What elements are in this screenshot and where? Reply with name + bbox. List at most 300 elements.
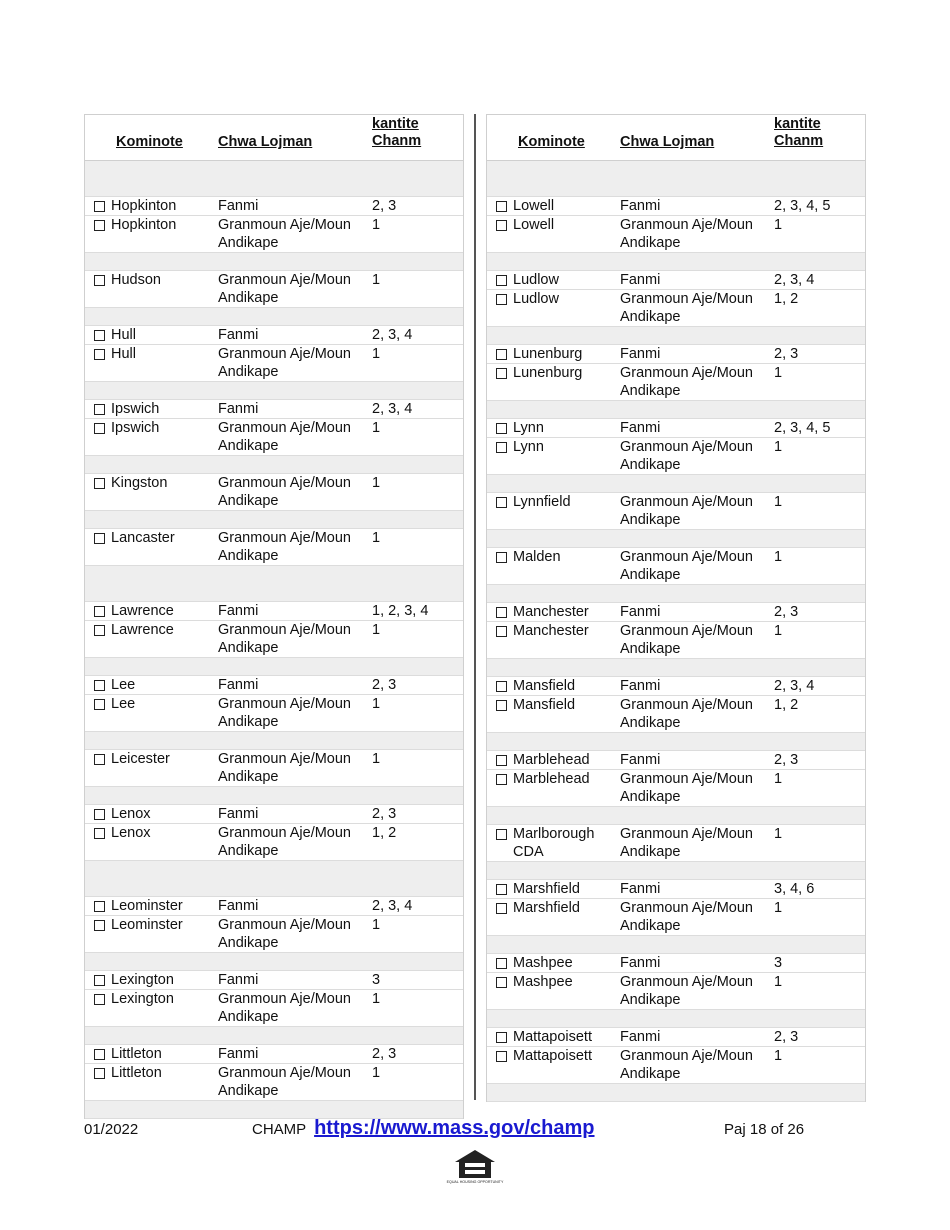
table-row [487,1047,865,1084]
bedroom-count-cell: 2, 3 [774,346,799,362]
town-name: Lexington [111,991,174,1007]
program-type-cell: Fanmi [620,198,661,214]
town-name: Lowell [513,198,555,214]
bedroom-count-cell: 1 [774,974,783,990]
table-row [487,973,865,1010]
row-separator [85,161,463,197]
program-type-cell: Granmoun Aje/Moun Andikape [620,494,753,528]
town-name: Lenox [111,825,151,841]
town-cell [487,677,620,695]
program-type-cell: Granmoun Aje/Moun Andikape [620,291,753,325]
row-separator [85,253,463,271]
checkbox[interactable] [94,809,105,820]
checkbox[interactable] [496,681,507,692]
bedroom-count-cell: 2, 3 [774,1029,799,1045]
table-row [487,548,865,585]
table-row [85,400,463,419]
checkbox[interactable] [496,977,507,988]
table-row [487,438,865,475]
checkbox[interactable] [94,625,105,636]
town-name: Marshfield [513,900,580,916]
bedroom-count-cell: 1, 2 [372,825,397,841]
checkbox[interactable] [496,423,507,434]
program-type-cell: Granmoun Aje/Moun Andikape [218,917,351,951]
town-cell [487,548,620,584]
checkbox[interactable] [94,994,105,1005]
program-type-cell: Fanmi [620,881,661,897]
town-cell [85,695,218,731]
checkbox[interactable] [94,330,105,341]
row-separator [85,861,463,897]
town-name: Lynn [513,439,544,455]
town-cell [85,805,218,823]
bedroom-count-cell: 1 [372,420,381,436]
bedroom-count-cell: 2, 3 [372,677,397,693]
checkbox[interactable] [496,442,507,453]
bedroom-count-cell: 2, 3, 4 [372,327,413,343]
town-name: Ludlow [513,291,559,307]
program-type-cell: Fanmi [218,1046,259,1062]
page-number: Paj 18 of 26 [724,1121,805,1138]
row-separator [85,382,463,400]
table-row [487,899,865,936]
town-name: Mansfield [513,678,576,694]
bedroom-count-cell: 1 [372,917,381,933]
town-cell [487,1028,620,1046]
bedroom-count-cell: 1 [372,272,381,288]
town-name: Lowell [513,217,555,233]
table-row [487,419,865,438]
row-separator [487,807,865,825]
program-type-cell: Granmoun Aje/Moun Andikape [620,365,753,399]
program-type-cell: Fanmi [620,678,661,694]
table-row [487,197,865,216]
town-name: Lancaster [111,530,175,546]
table-row [85,916,463,953]
row-separator [85,658,463,676]
row-separator [487,253,865,271]
logo-text: EQUAL HOUSING OPPORTUNITY [446,1180,504,1184]
town-cell [85,602,218,620]
program-type-cell: Granmoun Aje/Moun Andikape [218,530,351,564]
bedroom-count-cell: 1 [372,1065,381,1081]
checkbox[interactable] [496,1032,507,1043]
checkbox[interactable] [496,607,507,618]
town-name: Leicester [111,751,170,767]
header-bedroom-count: kantite Chanm [372,116,422,149]
town-cell [487,419,620,437]
town-name: Lawrence [111,603,174,619]
checkbox[interactable] [94,220,105,231]
bedroom-count-cell: 1, 2 [774,291,799,307]
column-divider [474,114,476,1100]
bedroom-count-cell: 1 [774,439,783,455]
header-bedroom-count: kantite Chanm [774,116,824,149]
town-name: Ipswich [111,401,160,417]
bedroom-count-cell: 1 [774,365,783,381]
checkbox[interactable] [94,901,105,912]
checkbox[interactable] [94,1049,105,1060]
town-name: Manchester [513,604,589,620]
row-separator [487,862,865,880]
row-separator [487,1084,865,1102]
row-separator [487,530,865,548]
town-name: Mashpee [513,955,573,971]
program-type-cell: Granmoun Aje/Moun Andikape [218,751,351,785]
checkbox[interactable] [94,423,105,434]
bedroom-count-cell: 1 [774,494,783,510]
program-type-cell: Fanmi [620,604,661,620]
program-type-cell: Granmoun Aje/Moun Andikape [218,420,351,454]
town-name: Hull [111,346,136,362]
row-separator [85,456,463,474]
row-separator [487,585,865,603]
table-row [85,897,463,916]
town-name: Mansfield [513,697,576,713]
town-name: Mattapoisett [513,1029,592,1045]
town-name: Ludlow [513,272,559,288]
row-separator [487,659,865,677]
table-row [85,1045,463,1064]
table-row [85,971,463,990]
town-cell [85,916,218,952]
town-cell [85,345,218,381]
town-cell [85,474,218,510]
bedroom-count-cell: 1 [372,696,381,712]
table-row [85,602,463,621]
town-cell [85,1064,218,1100]
town-cell [487,954,620,972]
checkbox[interactable] [94,920,105,931]
table-row [487,825,865,862]
program-type-cell: Fanmi [218,603,259,619]
bedroom-count-cell: 1, 2 [774,697,799,713]
table-row [85,419,463,456]
program-type-cell: Granmoun Aje/Moun Andikape [218,696,351,730]
bedroom-count-cell: 1 [372,475,381,491]
program-type-cell: Fanmi [218,898,259,914]
program-type-cell: Fanmi [218,677,259,693]
row-separator [85,787,463,805]
town-name: Mattapoisett [513,1048,592,1064]
bedroom-count-cell: 2, 3 [774,752,799,768]
program-type-cell: Granmoun Aje/Moun Andikape [620,771,753,805]
table-header [487,115,865,161]
program-type-cell: Fanmi [218,972,259,988]
bedroom-count-cell: 1 [372,751,381,767]
program-type-cell: Granmoun Aje/Moun Andikape [620,623,753,657]
checkbox[interactable] [496,552,507,563]
town-name: Littleton [111,1046,162,1062]
table-row [85,990,463,1027]
bedroom-count-cell: 2, 3, 4, 5 [774,420,831,436]
program-type-cell: Fanmi [620,1029,661,1045]
town-name: Manchester [513,623,589,639]
town-name: Hopkinton [111,198,177,214]
table-row [487,290,865,327]
bedroom-count-cell: 3 [774,955,783,971]
town-cell [487,696,620,732]
checkbox[interactable] [94,699,105,710]
left-rows [85,161,463,1119]
town-cell [487,825,620,861]
table-row [85,216,463,253]
checkbox[interactable] [496,700,507,711]
program-type-cell: Granmoun Aje/Moun Andikape [218,622,351,656]
checkbox[interactable] [94,478,105,489]
town-cell [487,197,620,215]
town-cell [487,493,620,529]
header-program-type: Chwa Lojman [620,134,715,150]
bedroom-count-cell: 1 [774,217,783,233]
bedroom-count-cell: 1 [372,217,381,233]
table-row [487,1028,865,1047]
bedroom-count-cell: 2, 3, 4 [774,272,815,288]
bedroom-count-cell: 2, 3, 4 [372,401,413,417]
town-name: Lunenburg [513,365,583,381]
town-name: Hopkinton [111,217,177,233]
program-type-cell: Fanmi [218,327,259,343]
town-cell [85,897,218,915]
checkbox[interactable] [94,680,105,691]
town-name: Malden [513,549,561,565]
checkbox[interactable] [94,1068,105,1079]
row-separator [85,566,463,602]
program-type-cell: Fanmi [218,401,259,417]
checkbox[interactable] [496,958,507,969]
bedroom-count-cell: 1 [774,1048,783,1064]
town-cell [85,971,218,989]
town-cell [85,400,218,418]
bedroom-count-cell: 2, 3, 4 [774,678,815,694]
bedroom-count-cell: 3 [372,972,381,988]
champ-label: CHAMP [252,1121,306,1138]
town-cell [487,216,620,252]
town-name: Marblehead [513,771,590,787]
checkbox[interactable] [94,404,105,415]
checkbox[interactable] [496,275,507,286]
checkbox[interactable] [496,626,507,637]
program-type-cell: Granmoun Aje/Moun Andikape [620,697,753,731]
table-row [487,364,865,401]
town-cell [85,419,218,455]
town-name: Lexington [111,972,174,988]
town-cell [85,529,218,565]
town-cell [487,1047,620,1083]
row-separator [85,732,463,750]
bedroom-count-cell: 3, 4, 6 [774,881,815,897]
program-type-cell: Granmoun Aje/Moun Andikape [218,991,351,1025]
town-name: Littleton [111,1065,162,1081]
town-cell [487,622,620,658]
checkbox[interactable] [496,497,507,508]
checkbox[interactable] [496,884,507,895]
table-row [85,621,463,658]
row-separator [85,308,463,326]
table-row [85,824,463,861]
program-type-cell: Granmoun Aje/Moun Andikape [620,1048,753,1082]
town-cell [487,603,620,621]
page-footer [0,1117,950,1147]
header-program-type: Chwa Lojman [218,134,313,150]
town-name: Ipswich [111,420,160,436]
table-row [85,1064,463,1101]
checkbox[interactable] [496,755,507,766]
town-cell [487,364,620,400]
checkbox[interactable] [496,349,507,360]
left-table [84,114,464,1119]
bedroom-count-cell: 2, 3 [372,198,397,214]
bedroom-count-cell: 2, 3 [372,806,397,822]
town-name: Marshfield [513,881,580,897]
table-row [85,271,463,308]
town-cell [487,271,620,289]
row-separator [487,936,865,954]
checkbox[interactable] [496,903,507,914]
town-cell [487,438,620,474]
checkbox[interactable] [496,774,507,785]
bedroom-count-cell: 2, 3, 4, 5 [774,198,831,214]
town-name: Leominster [111,917,183,933]
bedroom-count-cell: 1 [372,991,381,1007]
checkbox[interactable] [94,828,105,839]
row-separator [85,511,463,529]
header-town: Kominote [116,134,183,150]
program-type-cell: Fanmi [620,752,661,768]
row-separator [85,953,463,971]
town-name: Lynnfield [513,494,571,510]
town-name: Lenox [111,806,151,822]
checkbox[interactable] [94,754,105,765]
checkbox[interactable] [94,201,105,212]
row-separator [487,401,865,419]
town-cell [85,621,218,657]
town-cell [85,197,218,215]
right-rows [487,161,865,1102]
table-row [487,216,865,253]
table-row [85,345,463,382]
table-row [487,271,865,290]
header-town: Kominote [518,134,585,150]
town-name: Lawrence [111,622,174,638]
town-cell [85,271,218,307]
town-cell [85,1045,218,1063]
town-name: Leominster [111,898,183,914]
bedroom-count-cell: 1 [372,346,381,362]
town-cell [85,824,218,860]
bedroom-count-cell: 1 [774,623,783,639]
town-cell [487,770,620,806]
program-type-cell: Granmoun Aje/Moun Andikape [218,217,351,251]
town-name: Lunenburg [513,346,583,362]
town-name: Lee [111,696,136,712]
checkbox[interactable] [94,975,105,986]
town-cell [487,751,620,769]
town-cell [85,216,218,252]
town-name: Mashpee [513,974,573,990]
table-row [487,751,865,770]
row-separator [487,1010,865,1028]
town-cell [487,899,620,935]
champ-link[interactable]: https://www.mass.gov/champ [314,1117,595,1139]
table-row [85,676,463,695]
town-cell [85,326,218,344]
table-row [487,603,865,622]
table-row [487,696,865,733]
town-name: Kingston [111,475,168,491]
checkbox[interactable] [94,533,105,544]
table-row [85,326,463,345]
program-type-cell: Granmoun Aje/Moun Andikape [620,826,753,860]
town-name: Hudson [111,272,161,288]
checkbox[interactable] [496,294,507,305]
bedroom-count-cell: 2, 3 [774,604,799,620]
town-cell [85,676,218,694]
town-cell [487,880,620,898]
table-row [487,345,865,364]
program-type-cell: Granmoun Aje/Moun Andikape [218,272,351,306]
checkbox[interactable] [496,368,507,379]
checkbox[interactable] [94,349,105,360]
table-row [85,474,463,511]
checkbox[interactable] [496,829,507,840]
checkbox[interactable] [496,1051,507,1062]
table-row [487,770,865,807]
row-separator [85,1027,463,1045]
program-type-cell: Granmoun Aje/Moun Andikape [620,439,753,473]
town-name: Marblehead [513,752,590,768]
table-row [487,677,865,696]
program-type-cell: Fanmi [218,198,259,214]
program-type-cell: Granmoun Aje/Moun Andikape [620,217,753,251]
town-cell [85,990,218,1026]
checkbox[interactable] [496,201,507,212]
program-type-cell: Fanmi [218,806,259,822]
row-separator [487,733,865,751]
town-name: Lee [111,677,136,693]
program-type-cell: Granmoun Aje/Moun Andikape [620,549,753,583]
checkbox[interactable] [496,220,507,231]
bedroom-count-cell: 2, 3, 4 [372,898,413,914]
bedroom-count-cell: 1 [372,530,381,546]
checkbox[interactable] [94,606,105,617]
program-type-cell: Fanmi [620,346,661,362]
town-cell [487,290,620,326]
table-header [85,115,463,161]
table-row [85,529,463,566]
table-row [487,880,865,899]
bedroom-count-cell: 1 [372,622,381,638]
footer-date: 01/2022 [84,1121,139,1138]
town-cell [85,750,218,786]
town-cell [487,973,620,1009]
program-type-cell: Granmoun Aje/Moun Andikape [218,475,351,509]
bedroom-count-cell: 1 [774,826,783,842]
program-type-cell: Fanmi [620,955,661,971]
table-row [85,750,463,787]
table-row [487,954,865,973]
table-row [85,695,463,732]
town-name: Lynn [513,420,544,436]
program-type-cell: Fanmi [620,420,661,436]
checkbox[interactable] [94,275,105,286]
bedroom-count-cell: 2, 3 [372,1046,397,1062]
table-row [487,493,865,530]
bedroom-count-cell: 1 [774,549,783,565]
equal-housing-logo-icon [446,1148,504,1188]
bedroom-count-cell: 1 [774,900,783,916]
program-type-cell: Granmoun Aje/Moun Andikape [620,974,753,1008]
